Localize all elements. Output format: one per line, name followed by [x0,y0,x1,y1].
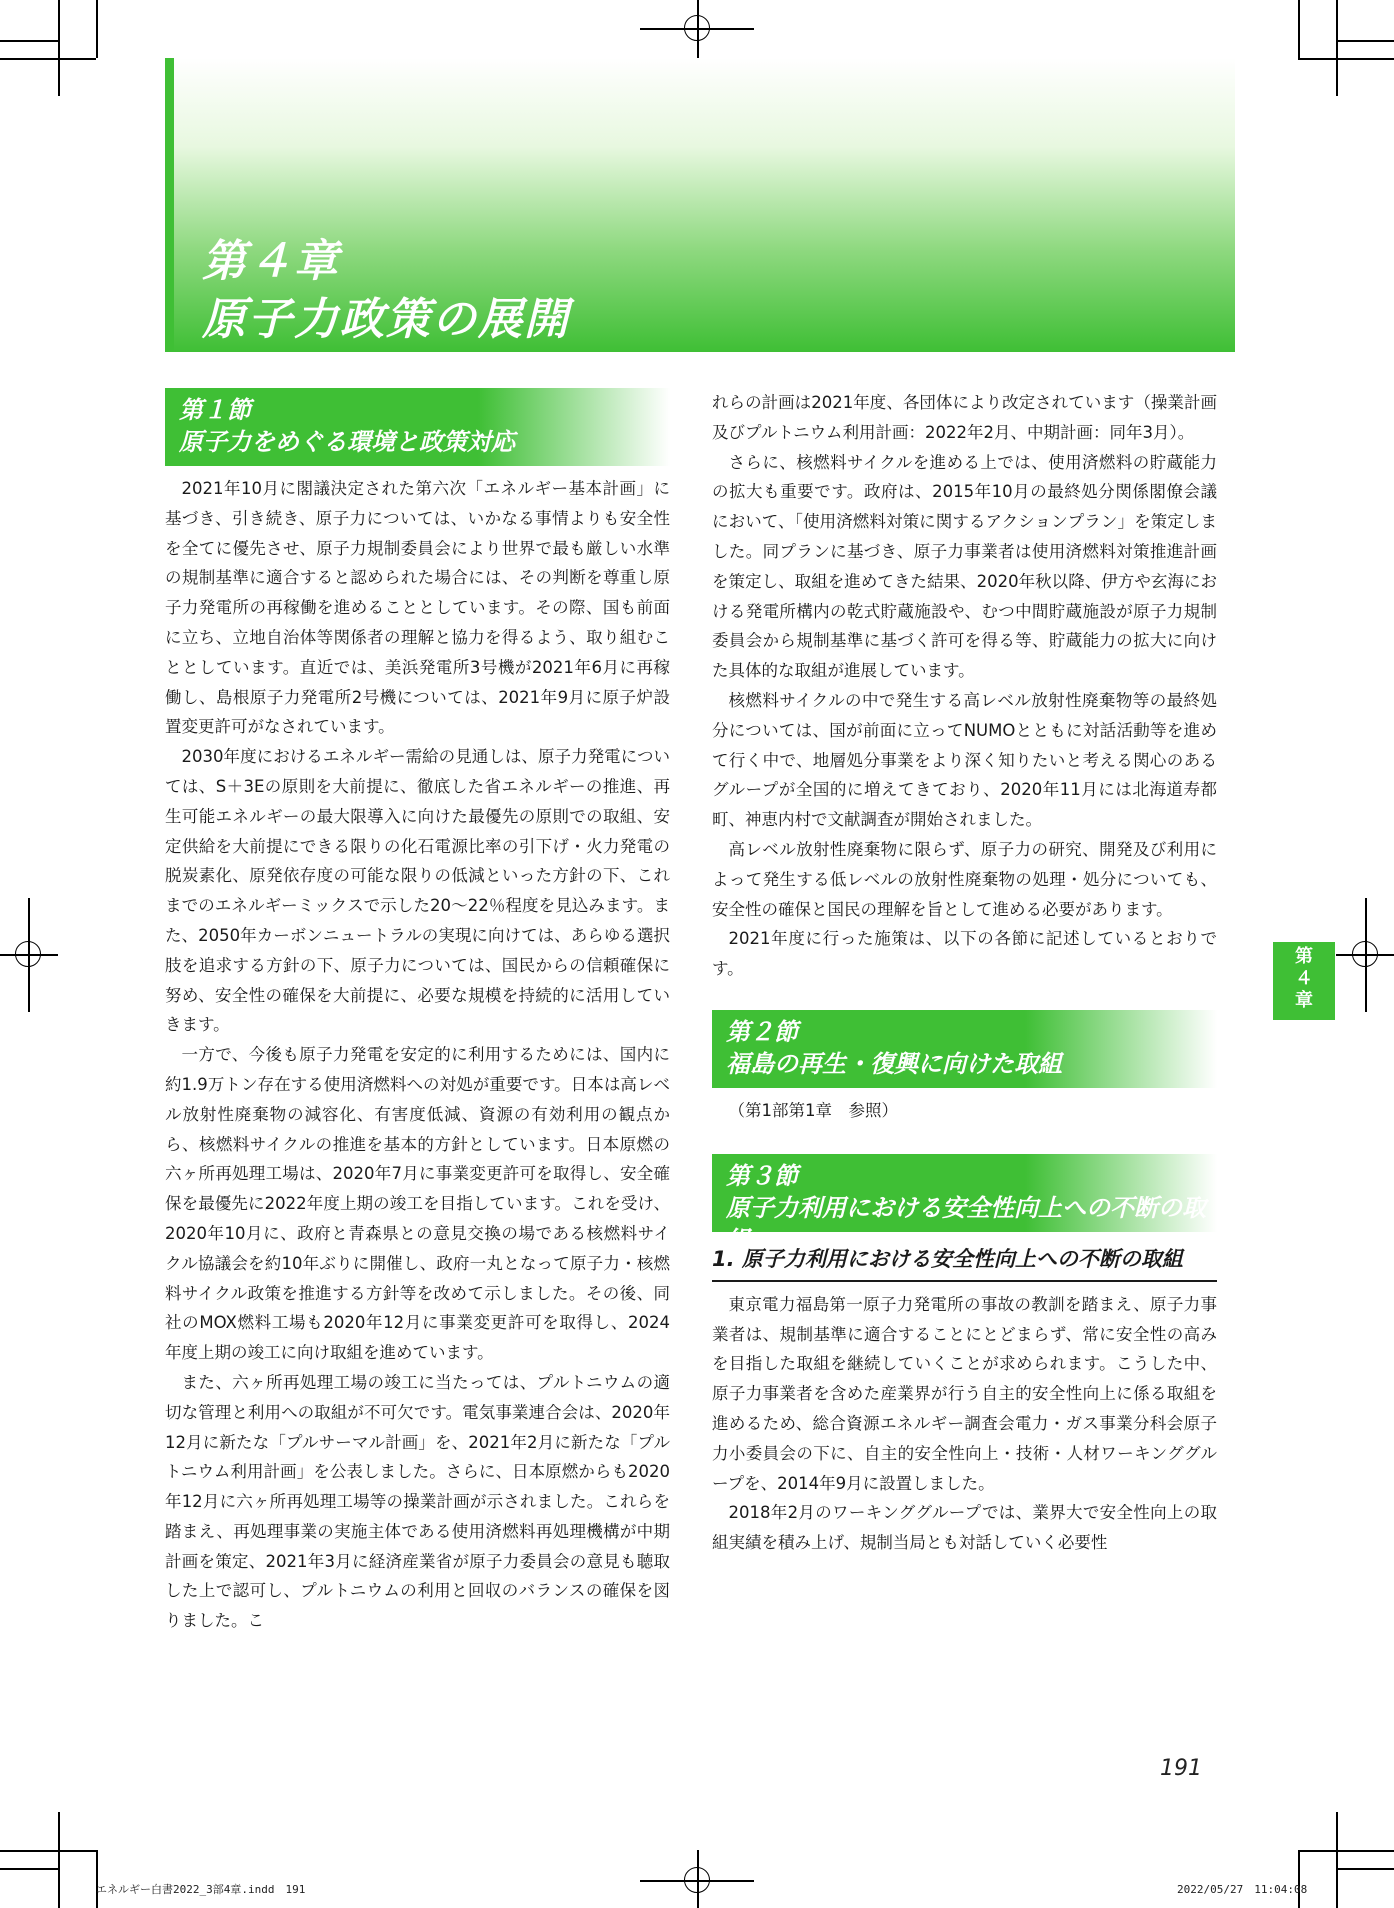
side-tab-char: ４ [1295,968,1313,989]
section-1-header [165,388,670,466]
section-2-note: （第1部第1章 参照） [728,1100,898,1120]
crop-mark [1298,1850,1300,1908]
side-tab-char: 第 [1295,946,1313,967]
crop-mark [1298,0,1300,58]
page-number: 191 [1160,1756,1202,1781]
chapter-title [202,233,570,349]
crop-mark [1336,1812,1338,1908]
section-1-number: 第１節 [179,396,251,424]
registration-mark-ring [684,1867,710,1893]
paragraph: 高レベル放射性廃棄物に限らず、原子力の研究、開発及び利用によって発生する低レベルの放射性廃棄物の処理・処分についても、安全性の確保と国民の理解を旨として進める必要があります。 [712,839,1217,919]
section-2-header [712,1010,1217,1088]
paragraph: 東京電力福島第一原子力発電所の事故の教訓を踏まえ、原子力事業者は、規制基準に適合することにとどまらず、常に安全性の高みを目指した取組を継続していくことが求められます。こうした中、原子力事業者を含めた産業界が行う自主的安全性向上に係る取組を進めるため、総合資源エネルギー調査会電力・ガス事業分科会原子力小委員会の下に、自主的安全性向上・技術・人材ワーキンググループを、2014年9月に設置しました。 [712,1294,1217,1493]
paragraph: 2018年2月のワーキンググループでは、業界大で安全性向上の取組実績を積み上げ、規制当局とも対話していく必要性 [712,1503,1217,1553]
paragraph: 2021年度に行った施策は、以下の各節に記述しているとおりです。 [712,929,1217,979]
side-tab-char: 章 [1295,990,1313,1011]
section-1-title: 原子力をめぐる環境と政策対応 [179,428,515,456]
crop-mark [1336,1868,1394,1870]
subsection-title: 1. 原子力利用における安全性向上への不断の取組 [712,1244,1217,1282]
paragraph: 2021年10月に閣議決定された第六次「エネルギー基本計画」に基づき、引き続き、原子力については、いかなる事情よりも安全性を全てに優先させ、原子力規制委員会により世界で最も厳しい水準の規制基準に適合すると認められた場合には、その判断を尊重し原子力発電所の再稼働を進めることとしています。その際、国も前面に立ち、立地自治体等関係者の理解と協力を得るよう、取り組むこととしています。直近では、美浜発電所3号機が2021年6月に再稼働し、島根原子力発電所2号機については、2021年9月に原子炉設置変更許可がなされています。 [165,479,670,737]
chapter-banner [165,58,1235,352]
crop-mark [0,1868,58,1870]
chapter-number: 第４章 [202,236,340,287]
chapter-heading: 原子力政策の展開 [202,294,570,345]
section-3-header [712,1154,1217,1254]
section-3-title: 原子力利用における安全性向上への不断の取組 [726,1193,1206,1254]
crop-mark [1336,0,1338,96]
paragraph: さらに、核燃料サイクルを進める上では、使用済燃料の貯蔵能力の拡大も重要です。政府は、2015年10月の最終処分関係閣僚会議において、「使用済燃料対策に関するアクションプラン」を策定しました。同プランに基づき、原子力事業者は使用済燃料対策推進計画を策定し、取組を進めてきた結果、2020年秋以降、伊方や玄海における発電所構内の乾式貯蔵施設や、むつ中間貯蔵施設が原子力規制委員会から規制基準に基づく許可を得る等、貯蔵能力の拡大に向けた具体的な取組が進展しています。 [712,452,1217,681]
crop-mark [96,0,98,58]
crop-mark [96,1850,98,1908]
crop-mark [0,40,58,42]
crop-mark [0,58,96,60]
registration-mark-ring [684,15,710,41]
crop-mark [1336,40,1394,42]
left-column [165,388,670,1636]
footer-timestamp: 2022/05/27 11:04:08 [1177,1883,1308,1896]
section-2-title: 福島の再生・復興に向けた取組 [726,1049,1062,1078]
paragraph-continuation: れらの計画は2021年度、各団体により改定されています（操業計画及びプルトニウム利用計画：2022年2月、中期計画：同年3月）。 [712,393,1217,442]
footer-file-info: エネルギー白書2022_3部4章.indd 191 [96,1883,306,1896]
registration-mark-ring [1352,941,1378,967]
crop-mark [1298,58,1394,60]
paragraph: 一方で、今後も原子力発電を安定的に利用するためには、国内に約1.9万トン存在する使用済燃料への対処が重要です。日本は高レベル放射性廃棄物の減容化、有害度低減、資源の有効利用の観点から、核燃料サイクルの推進を基本的方針としています。日本原燃の六ヶ所再処理工場は、2020年7月に事業変更許可を取得し、安全確保を最優先に2022年度上期の竣工を目指しています。これを受け、2020年10月に、政府と青森県との意見交換の場である核燃料サイクル協議会を約10年ぶりに開催し、政府一丸となって原子力・核燃料サイクル政策を推進する方針等を改めて示しました。その後、同社のMOX燃料工場も2020年12月に事業変更許可を取得し、2024年度上期の竣工に向け取組を進めています。 [165,1045,670,1363]
crop-mark [0,1850,96,1852]
crop-mark [1298,1850,1394,1852]
paragraph: 2030年度におけるエネルギー需給の見通しは、原子力発電については、S＋3Eの原則を大前提に、徹底した省エネルギーの推進、再生可能エネルギーの最大限導入に向けた最優先の原則での取組、安定供給を大前提にできる限りの化石電源比率の引下げ・火力発電の脱炭素化、原発依存度の可能な限りの低減といった方針の下、これまでのエネルギーミックスで示した20〜22％程度を見込みます。また、2050年カーボンニュートラルの実現に向けては、あらゆる選択肢を追求する方針の下、原子力については、国民からの信頼確保に努め、安全性の確保を大前提に、必要な規模を持続的に活用していきます。 [165,747,670,1035]
paragraph: また、六ヶ所再処理工場の竣工に当たっては、プルトニウムの適切な管理と利用への取組が不可欠です。電気事業連合会は、2020年12月に新たな「プルサーマル計画」を、2021年2月に新たな「プルトニウム利用計画」を公表しました。さらに、日本原燃からも2020年12月に六ヶ所再処理工場等の操業計画が示されました。これらを踏まえ、再処理事業の実施主体である使用済燃料再処理機構が中期計画を策定、2021年3月に経済産業省が原子力委員会の意見も聴取した上で認可し、プルトニウムの利用と回収のバランスの確保を図りました。こ [165,1372,670,1631]
paragraph: 核燃料サイクルの中で発生する高レベル放射性廃棄物等の最終処分については、国が前面に立ってNUMOとともに対話活動等を進めて行く中で、地層処分事業をより深く知りたいと考える関心のあるグループが全国的に増えてきており、2020年11月には北海道寿都町、神恵内村で文献調査が開始されました。 [712,690,1217,830]
crop-mark [58,0,60,96]
registration-mark-ring [15,941,41,967]
crop-mark [58,1812,60,1908]
section-3-number: 第３節 [726,1161,798,1190]
chapter-side-tab [1273,942,1335,1020]
section-2-number: 第２節 [726,1017,798,1046]
right-column [712,388,1217,1558]
